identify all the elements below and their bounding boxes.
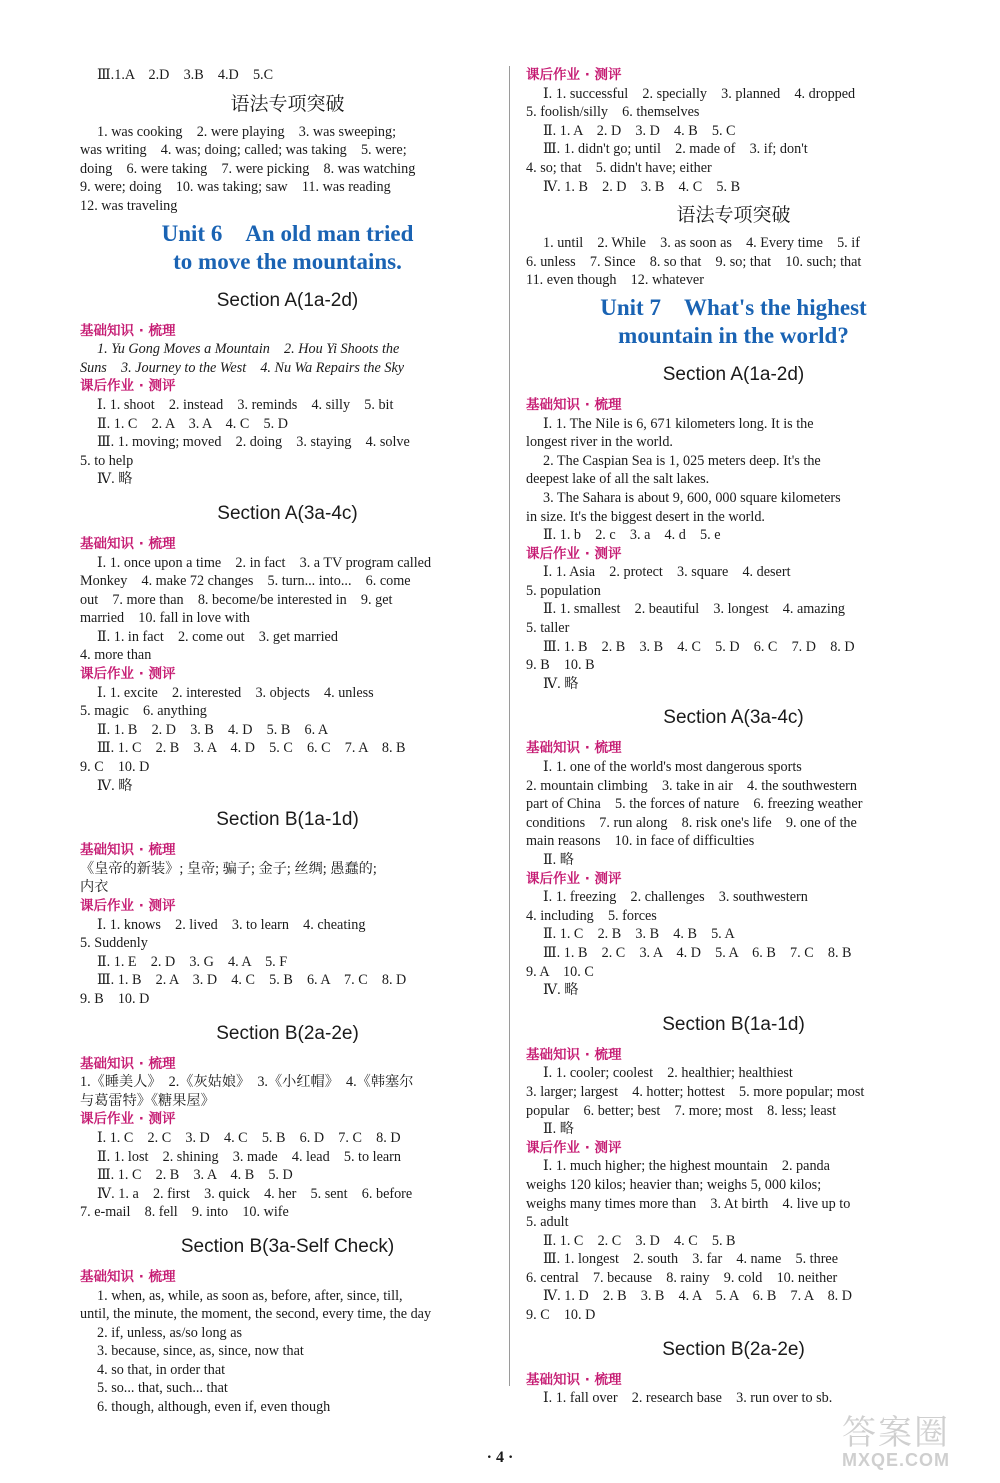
answer-line: 4. more than [80, 647, 152, 664]
answer-line: 5. foolish/silly 6. themselves [526, 104, 700, 121]
section-tag: 基础知识 · 梳理 [526, 740, 622, 757]
unit-title-line: Unit 7 What's the highest [600, 294, 867, 320]
answer-line: doing 6. were taking 7. were picking 8. was watching [80, 160, 416, 177]
section-tag: 课后作业 · 测评 [526, 67, 622, 83]
answer-line: 4. so that, in order that [97, 1361, 226, 1378]
section-tag: 基础知识 · 梳理 [80, 1268, 176, 1285]
answer-line: until, the minute, the moment, the second, every time, the day [80, 1306, 432, 1323]
answer-line: Ⅳ. 略 [543, 675, 579, 692]
answer-line: 3. because, since, as, since, now that [97, 1343, 304, 1360]
answer-line: popular 6. better; best 7. more; most 8. less; least [526, 1102, 837, 1119]
answer-line: deepest lake of all the salt lakes. [526, 471, 710, 488]
answer-line: 5. Suddenly [80, 935, 148, 952]
answer-line: Ⅰ. 1. The Nile is 6, 671 kilometers long. It is the [543, 415, 814, 432]
answer-line: 1. when, as, while, as soon as, before, after, since, till, [97, 1287, 403, 1304]
answer-line: Ⅳ. 略 [543, 982, 579, 999]
grammar-heading: 语法专项突破 [230, 92, 345, 115]
answer-line: weighs many times more than 3. At birth 4. live up to [526, 1195, 851, 1212]
answer-line: 3. larger; largest 4. hotter; hottest 5. more popular; most [526, 1083, 865, 1100]
section-tag: 基础知识 · 梳理 [526, 396, 622, 413]
right-column [526, 66, 941, 1408]
answer-line: 内衣 [80, 879, 109, 896]
answer-line: Ⅲ. 1. didn't go; until 2. made of 3. if; don't [543, 141, 808, 158]
answer-line: weighs 120 kilos; heavier than; weighs 5, 000 kilos; [526, 1176, 822, 1193]
answer-line: 4. including 5. forces [526, 907, 657, 924]
answer-line: 9. C 10. D [80, 759, 150, 776]
section-tag: 课后作业 · 测评 [80, 1111, 176, 1128]
answer-line: Suns 3. Journey to the West 4. Nu Wa Repairs the Sky [80, 359, 405, 376]
answer-line: 1. was cooking 2. were playing 3. was sweeping; [97, 123, 397, 140]
answer-line: 2. mountain climbing 3. take in air 4. the southwestern [526, 777, 857, 794]
answer-line: 4. so; that 5. didn't have; either [526, 159, 712, 176]
section-heading: Section B(2a-2e) [662, 1338, 805, 1360]
answer-line: Ⅱ. 1. in fact 2. come out 3. get married [97, 628, 338, 645]
answer-line: 5. so... that, such... that [97, 1380, 228, 1397]
section-tag: 基础知识 · 梳理 [526, 1371, 622, 1388]
answer-line: Ⅲ. 1. B 2. C 3. A 4. D 5. A 6. B 7. C 8. B [543, 944, 852, 961]
answer-line: Ⅱ. 1. B 2. D 3. B 4. D 5. B 6. A [97, 721, 329, 738]
section-tag: 基础知识 · 梳理 [80, 535, 176, 552]
answer-line: 9. A 10. C [526, 963, 594, 980]
answer-line: married 10. fall in love with [80, 610, 250, 627]
answer-line: 6. unless 7. Since 8. so that 9. so; that 10. such; that [526, 253, 862, 270]
answer-line: 5. magic 6. anything [80, 703, 207, 720]
answer-line: Ⅰ. 1. much higher; the highest mountain 2. panda [543, 1158, 830, 1175]
grammar-heading: 语法专项突破 [676, 204, 791, 227]
answer-line: 与葛雷特》《糖果屋》 [80, 1092, 215, 1109]
answer-line: main reasons 10. in face of difficulties [526, 833, 755, 850]
answer-line: in size. It's the biggest desert in the world. [526, 508, 765, 525]
section-tag: 课后作业 · 测评 [80, 378, 176, 395]
answer-line: Ⅲ.1.A 2.D 3.B 4.D 5.C [97, 67, 274, 83]
section-heading: Section B(1a-1d) [662, 1013, 805, 1035]
answer-line: 6. central 7. because 8. rainy 9. cold 10. neither [526, 1269, 838, 1286]
left-column [80, 66, 495, 1417]
answer-line: Ⅲ. 1. moving; moved 2. doing 3. staying 4. solve [97, 434, 410, 451]
answer-line: Ⅳ. 1. a 2. first 3. quick 4. her 5. sent 6. before [97, 1185, 413, 1202]
watermark-logo [842, 1405, 972, 1469]
answer-line: Ⅰ. 1. successful 2. specially 3. planned 4. dropped [543, 85, 856, 102]
section-heading: Section B(1a-1d) [216, 809, 359, 831]
answer-line: 9. B 10. D [80, 990, 150, 1007]
section-tag: 基础知识 · 梳理 [80, 842, 176, 859]
answer-line: 5. taller [526, 620, 570, 637]
answer-line: Ⅰ. 1. freezing 2. challenges 3. southwestern [543, 889, 808, 906]
answer-line: 3. The Sahara is about 9, 600, 000 square kilometers [543, 489, 841, 506]
unit-title-line: mountain in the world? [618, 322, 849, 348]
answer-line: Ⅰ. 1. C 2. C 3. D 4. C 5. B 6. D 7. C 8. D [97, 1129, 401, 1146]
section-tag: 课后作业 · 测评 [526, 870, 622, 887]
unit-title-line: to move the mountains. [173, 248, 402, 274]
answer-line: 6. though, although, even if, even though [97, 1399, 331, 1416]
answer-line: Ⅳ. 1. B 2. D 3. B 4. C 5. B [543, 178, 741, 195]
answer-line: Ⅰ. 1. Asia 2. protect 3. square 4. desert [543, 564, 791, 581]
answer-line: 2. The Caspian Sea is 1, 025 meters deep. It's the [543, 452, 821, 469]
answer-line: 《皇帝的新装》; 皇帝; 骗子; 金子; 丝绸; 愚蠢的; [80, 860, 377, 877]
section-tag: 课后作业 · 测评 [526, 1139, 622, 1156]
section-tag: 课后作业 · 测评 [526, 545, 622, 562]
answer-line: 9. B 10. B [526, 657, 595, 674]
answer-line: Ⅱ. 1. lost 2. shining 3. made 4. lead 5. to learn [97, 1148, 401, 1165]
section-tag: 基础知识 · 梳理 [80, 1055, 176, 1072]
answer-line: 11. even though 12. whatever [526, 272, 704, 289]
unit-title-line: Unit 6 An old man tried [161, 220, 414, 246]
answer-line: Ⅲ. 1. C 2. B 3. A 4. B 5. D [97, 1167, 293, 1184]
page-number: · 4 · [486, 1449, 514, 1466]
answer-line: Ⅲ. 1. B 2. B 3. B 4. C 5. D 6. C 7. D 8. D [543, 638, 855, 655]
answer-line: conditions 7. run along 8. risk one's life 9. one of the [526, 814, 857, 831]
answer-line: Ⅱ. 1. C 2. A 3. A 4. C 5. D [97, 415, 288, 432]
answer-line: 1.《睡美人》 2.《灰姑娘》 3.《小红帽》 4.《韩塞尔 [80, 1074, 414, 1091]
answer-line: Ⅱ. 1. E 2. D 3. G 4. A 5. F [97, 953, 288, 970]
section-heading: Section A(1a-2d) [216, 289, 359, 311]
section-heading: Section B(2a-2e) [216, 1022, 359, 1044]
answer-line: Ⅲ. 1. B 2. A 3. D 4. C 5. B 6. A 7. C 8. D [97, 972, 407, 989]
answer-line: Ⅱ. 1. b 2. c 3. a 4. d 5. e [543, 527, 721, 544]
column-divider [509, 66, 510, 1386]
answer-line: Ⅲ. 1. C 2. B 3. A 4. D 5. C 6. C 7. A 8. B [97, 740, 406, 757]
unit-title [80, 220, 495, 276]
answer-line: 5. adult [526, 1214, 569, 1231]
answer-line: Ⅲ. 1. longest 2. south 3. far 4. name 5. three [543, 1251, 839, 1268]
answer-line: Ⅳ. 1. D 2. B 3. B 4. A 5. A 6. B 7. A 8. D [543, 1288, 852, 1305]
watermark-url: MXQE.COM [842, 1450, 951, 1470]
section-tag: 课后作业 · 测评 [80, 666, 176, 683]
answer-line: 5. to help [80, 452, 134, 469]
answer-line: Ⅰ. 1. one of the world's most dangerous sports [543, 759, 802, 776]
section-heading: Section B(3a-Self Check) [180, 1235, 395, 1257]
answer-line: Ⅳ. 略 [97, 777, 133, 794]
answer-line: Monkey 4. make 72 changes 5. turn... into... 6. come [80, 573, 411, 590]
answer-line: Ⅱ. 1. C 2. B 3. B 4. B 5. A [543, 926, 735, 943]
answer-line: 1. until 2. While 3. as soon as 4. Every time 5. if [543, 235, 860, 252]
answer-line: 12. was traveling [80, 197, 178, 214]
answer-line: 2. if, unless, as/so long as [97, 1324, 243, 1341]
section-heading: Section A(1a-2d) [662, 363, 805, 385]
watermark-text: 答案圈 [842, 1413, 950, 1453]
answer-line: Ⅰ. 1. fall over 2. research base 3. run over to sb. [543, 1390, 833, 1407]
answer-line: 1. Yu Gong Moves a Mountain 2. Hou Yi Shoots the [97, 341, 400, 358]
section-tag: 课后作业 · 测评 [80, 898, 176, 914]
answer-line: 7. e-mail 8. fell 9. into 10. wife [80, 1204, 289, 1221]
answer-line: longest river in the world. [526, 434, 673, 451]
answer-line: Ⅰ. 1. knows 2. lived 3. to learn 4. cheating [97, 916, 366, 933]
answer-line: Ⅰ. 1. shoot 2. instead 3. reminds 4. silly 5. bit [97, 396, 394, 413]
answer-line: Ⅰ. 1. excite 2. interested 3. objects 4. unless [97, 684, 374, 701]
unit-title [526, 294, 941, 350]
answer-line: was writing 4. was; doing; called; was taking 5. were; [80, 142, 407, 159]
answer-line: 9. were; doing 10. was taking; saw 11. was reading [80, 179, 391, 196]
section-tag: 基础知识 · 梳理 [80, 322, 176, 339]
answer-line: part of China 5. the forces of nature 6. freezing weather [526, 796, 863, 813]
answer-line: Ⅱ. 1. A 2. D 3. D 4. B 5. C [543, 122, 736, 139]
answer-line: Ⅱ. 略 [543, 1121, 574, 1138]
answer-line: out 7. more than 8. become/be interested in 9. get [80, 591, 393, 608]
answer-line: Ⅱ. 略 [543, 852, 574, 868]
answer-line: Ⅱ. 1. C 2. C 3. D 4. C 5. B [543, 1232, 736, 1249]
answer-line: 9. C 10. D [526, 1307, 596, 1324]
section-heading: Section A(3a-4c) [663, 707, 804, 729]
answer-line: 5. population [526, 582, 601, 599]
answer-line: Ⅰ. 1. once upon a time 2. in fact 3. a TV program called [97, 554, 432, 571]
section-heading: Section A(3a-4c) [217, 502, 358, 524]
answer-line: Ⅱ. 1. smallest 2. beautiful 3. longest 4. amazing [543, 601, 846, 618]
answer-line: Ⅳ. 略 [97, 471, 133, 488]
answer-line: Ⅰ. 1. cooler; coolest 2. healthier; healthiest [543, 1065, 793, 1082]
section-tag: 基础知识 · 梳理 [526, 1046, 622, 1063]
